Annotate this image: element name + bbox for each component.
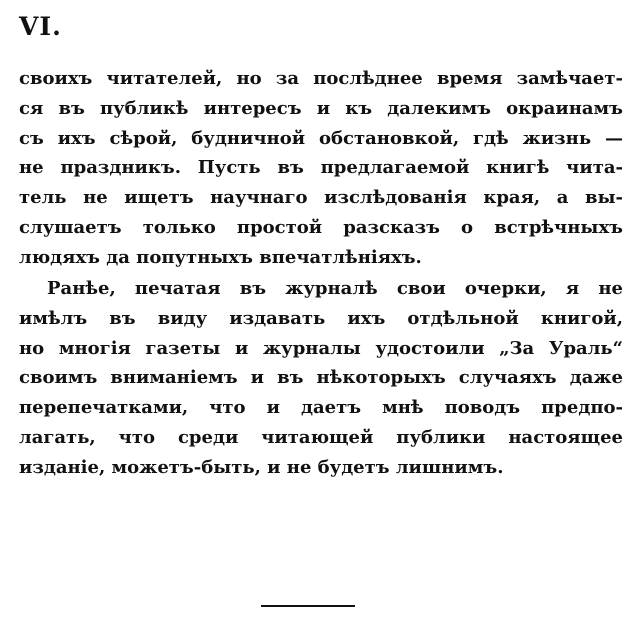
paragraph-line: ся въ публикѣ интересъ и къ далекимъ окраинамъ: [19, 97, 623, 119]
section-divider-rule: [261, 605, 355, 607]
paragraph-line: слушаетъ только простой разсказъ о встрѣчныхъ: [19, 216, 623, 238]
paragraph-line: но многія газеты и журналы удостоили „За Ураль“: [19, 337, 623, 359]
paragraph-line: съ ихъ сѣрой, будничной обстановкой, гдѣ жизнь —: [19, 127, 623, 149]
page-number: VI.: [19, 12, 62, 41]
paragraph-1: [19, 64, 623, 273]
paragraph-line: лагать, что среди читающей публики настоящее: [19, 426, 623, 448]
paragraph-line: не праздникъ. Пусть въ предлагаемой книгѣ чита-: [19, 157, 623, 179]
paragraph-line: перепечатками, что и даетъ мнѣ поводъ предпо-: [19, 397, 623, 419]
paragraph-line: имѣлъ въ виду издавать ихъ отдѣльной книгой,: [19, 307, 623, 329]
paragraph-line: Ранѣе, печатая въ журналѣ свои очерки, я не: [47, 278, 623, 299]
paragraph-line: изданіе, можетъ-быть, и не будетъ лишнимъ.: [19, 456, 504, 478]
paragraph-line: своимъ вниманіемъ и въ нѣкоторыхъ случаяхъ даже: [19, 367, 623, 389]
paragraph-2: [19, 274, 623, 483]
paragraph-line: тель не ищетъ научнаго изслѣдованія края, а вы-: [19, 187, 623, 209]
paragraph-line: своихъ читателей, но за послѣднее время замѣчает-: [19, 68, 623, 89]
paragraph-line: людяхъ да попутныхъ впечатлѣніяхъ.: [19, 246, 422, 268]
